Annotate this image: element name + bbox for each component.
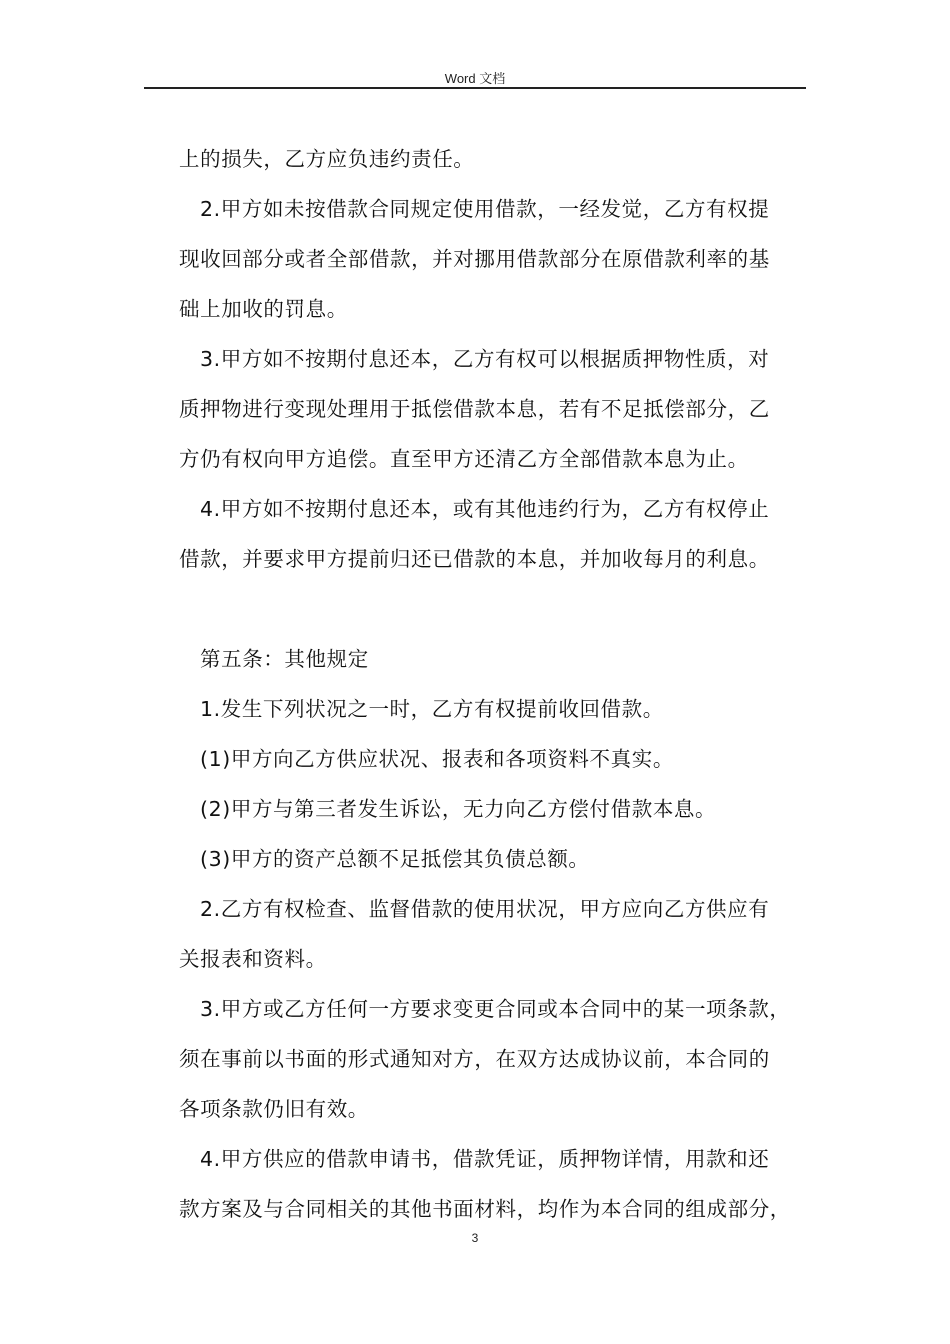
text-line: 借款，并要求甲方提前归还已借款的本息，并加收每月的利息。 xyxy=(179,547,770,571)
text-line: 1.发生下列状况之一时，乙方有权提前收回借款。 xyxy=(200,697,664,721)
text-line: (3)甲方的资产总额不足抵偿其负债总额。 xyxy=(200,847,590,871)
text-line: 上的损失，乙方应负违约责任。 xyxy=(179,147,475,171)
text-line: 现收回部分或者全部借款，并对挪用借款部分在原借款利率的基 xyxy=(179,247,770,271)
text-line: 础上加收的罚息。 xyxy=(179,297,348,321)
text-line: 各项条款仍旧有效。 xyxy=(179,1097,369,1121)
header-divider xyxy=(144,87,806,89)
text-line: 须在事前以书面的形式通知对方，在双方达成协议前，本合同的 xyxy=(179,1047,770,1071)
text-line: 4.甲方如不按期付息还本，或有其他违约行为，乙方有权停止 xyxy=(200,497,770,521)
text-line: 关报表和资料。 xyxy=(179,947,327,971)
page-number: 3 xyxy=(471,1231,479,1245)
text-line: 3.甲方如不按期付息还本，乙方有权可以根据质押物性质，对 xyxy=(200,347,770,371)
text-line: (1)甲方向乙方供应状况、报表和各项资料不真实。 xyxy=(200,747,674,771)
paragraph-gap xyxy=(179,584,809,634)
text-line: 2.甲方如未按借款合同规定使用借款，一经发觉，乙方有权提 xyxy=(200,197,770,221)
text-line: 方仍有权向甲方追偿。直至甲方还清乙方全部借款本息为止。 xyxy=(179,447,749,471)
section-heading: 第五条：其他规定 xyxy=(200,647,369,671)
text-line: 款方案及与合同相关的其他书面材料，均作为本合同的组成部分， xyxy=(179,1197,791,1221)
page-header-title: Word 文档 xyxy=(444,71,506,86)
text-line: (2)甲方与第三者发生诉讼，无力向乙方偿付借款本息。 xyxy=(200,797,717,821)
text-line: 4.甲方供应的借款申请书，借款凭证，质押物详情，用款和还 xyxy=(200,1147,770,1171)
text-line: 2.乙方有权检查、监督借款的使用状况，甲方应向乙方供应有 xyxy=(200,897,770,921)
text-line: 3.甲方或乙方任何一方要求变更合同或本合同中的某一项条款， xyxy=(200,997,791,1021)
document-body xyxy=(179,134,809,1234)
text-line: 质押物进行变现处理用于抵偿借款本息，若有不足抵偿部分，乙 xyxy=(179,397,770,421)
